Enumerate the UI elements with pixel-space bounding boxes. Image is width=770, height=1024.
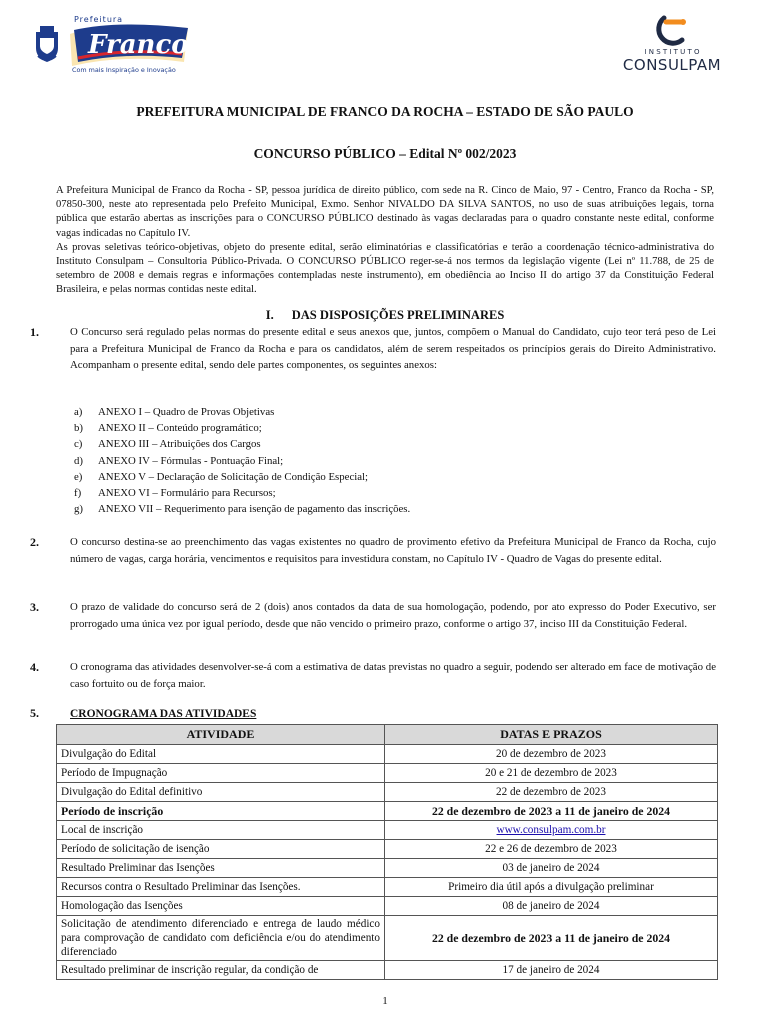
activity-cell: Divulgação do Edital	[57, 745, 385, 764]
table-row	[57, 916, 718, 961]
table-row	[57, 802, 718, 821]
table-row	[57, 859, 718, 878]
item-3	[30, 599, 716, 632]
logo-tagline: Com mais Inspiração e Inovação	[72, 66, 176, 74]
table-header-row	[57, 725, 718, 745]
intro-paragraph-1: A Prefeitura Municipal de Franco da Rocha - SP, pessoa jurídica de direito público, com sede na R. Cinco de Maio, 97 - Centro, Franco da Rocha - SP, 07850-300, neste ato representada pelo Prefeito Municipal, Exmo. Senhor NIVALDO DA SILVA SANTOS, no uso de suas atribuições legais, torna pública que estarão abertas as inscrições para o CONCURSO PÚBLICO destinado às vagas declaradas para o quadro constante neste edital, conforme vagas indicadas no Capítulo IV.	[56, 185, 714, 239]
activity-cell: Período de solicitação de isenção	[57, 840, 385, 859]
table-row	[57, 961, 718, 980]
item-1	[30, 324, 716, 374]
intro	[56, 184, 714, 298]
item-number: 3.	[30, 600, 39, 614]
item-number: 1.	[30, 325, 39, 339]
document-subtitle: CONCURSO PÚBLICO – Edital Nº 002/2023	[253, 146, 517, 161]
consulpam-link[interactable]: www.consulpam.com.br	[496, 824, 606, 836]
cronograma-heading	[30, 706, 256, 721]
intro-paragraph-2: As provas seletivas teórico-objetivas, objeto do presente edital, serão eliminatórias e classificatórias e terão a coordenação técnico-administrativa do Instituto Consulpam – Consultoria Público-Privada. O CONCURSO PÚBLICO reger-se-á nos termos da legislação vigente (Lei nº 11.788, de 25 de setembro de 2008 e demais regras e informações contempladas neste instrumento), em obediência ao Inciso II do artigo 37 da Constituição Federal Brasileira, e pelas normas contidas neste edital.	[56, 241, 714, 296]
consulpam-logo	[604, 14, 740, 76]
section-number: I.	[265, 308, 274, 322]
activity-cell: Período de Impugnação	[57, 764, 385, 783]
table-row	[57, 821, 718, 840]
page-number: 1	[382, 995, 388, 1007]
annex-item: f) ANEXO VI – Formulário para Recursos;	[74, 487, 276, 500]
table-row	[57, 764, 718, 783]
item-text: O concurso destina-se ao preenchimento das vagas existentes no quadro de provimento efetivo da Prefeitura Municipal de Franco da Rocha, cujo número de vagas, carga horária, vencimentos e requisitos para investidura constam, no Capítulo IV - Quadro de Vagas do presente edital.	[70, 536, 716, 565]
logo-brand-text: Franco	[88, 30, 189, 60]
annex-item: e) ANEXO V – Declaração de Solicitação de Condição Especial;	[74, 470, 369, 483]
annex-item: b) ANEXO II – Conteúdo programático;	[74, 422, 262, 435]
cronograma-table	[56, 724, 718, 980]
cronograma-title: CRONOGRAMA DAS ATIVIDADES	[70, 708, 257, 720]
date-cell: 22 de dezembro de 2023	[385, 783, 718, 802]
date-cell: Primeiro dia útil após a divulgação preliminar	[385, 878, 718, 897]
item-2	[30, 534, 716, 567]
item-text: O cronograma das atividades desenvolver-se-á com a estimativa de datas previstas no quadro a seguir, podendo ser alterado em face de motivação de caso fortuito ou de força maior.	[70, 661, 716, 690]
section-heading	[0, 308, 770, 323]
table-row	[57, 783, 718, 802]
date-cell: 22 e 26 de dezembro de 2023	[385, 840, 718, 859]
activity-cell: Local de inscrição	[57, 821, 385, 840]
annex-list	[74, 404, 410, 517]
item-text: O prazo de validade do concurso será de 2 (dois) anos contados da data de sua homologação, podendo, por ato expresso do Poder Executivo, ser prorrogado uma única vez por igual período, desde que não vencido o primeiro prazo, conforme o artigo 37, inciso III da Constituição Federal.	[70, 601, 716, 630]
prefeitura-franco-logo	[34, 14, 194, 76]
consulpam-instituto: I N S T I T U T O	[644, 48, 700, 56]
date-cell: 22 de dezembro de 2023 a 11 de janeiro de 2024	[385, 802, 718, 821]
activity-cell: Recursos contra o Resultado Preliminar das Isenções.	[57, 878, 385, 897]
activity-cell: Divulgação do Edital definitivo	[57, 783, 385, 802]
table-row	[57, 897, 718, 916]
activity-cell: Período de inscrição	[57, 802, 385, 821]
item-4	[30, 659, 716, 692]
item-number: 2.	[30, 535, 39, 549]
table-row	[57, 878, 718, 897]
logo-small-text: Prefeitura	[74, 15, 124, 24]
activity-cell: Solicitação de atendimento diferenciado e entrega de laudo médico para comprovação de candidato com deficiência e/ou do atendimento diferenciado	[57, 916, 385, 961]
item-text: O Concurso será regulado pelas normas do presente edital e seus anexos que, juntos, compõem o Manual do Candidato, cujo teor terá peso de Lei para a Prefeitura Municipal de Franco da Rocha e para os candidatos, além de serem respeitados os princípios gerais do Direito Administrativo. Acompanham o presente edital, sendo dele partes componentes, os seguintes anexos:	[70, 326, 716, 371]
date-cell: 08 de janeiro de 2024	[385, 897, 718, 916]
document-title: PREFEITURA MUNICIPAL DE FRANCO DA ROCHA – ESTADO DE SÃO PAULO	[136, 104, 634, 119]
annex-item: g) ANEXO VII – Requerimento para isenção de pagamento das inscrições.	[74, 503, 411, 516]
column-header-dates: DATAS E PRAZOS	[385, 725, 718, 745]
consulpam-name: CONSULPAM	[622, 56, 722, 74]
annex-item: a) ANEXO I – Quadro de Provas Objetivas	[74, 406, 275, 418]
activity-cell: Resultado preliminar de inscrição regular, da condição de	[57, 961, 385, 980]
date-cell: 20 e 21 de dezembro de 2023	[385, 764, 718, 783]
section-title: DAS DISPOSIÇÕES PRELIMINARES	[291, 308, 505, 322]
activity-cell: Homologação das Isenções	[57, 897, 385, 916]
table-row	[57, 745, 718, 764]
item-number: 4.	[30, 660, 39, 674]
activity-cell: Resultado Preliminar das Isenções	[57, 859, 385, 878]
date-cell	[385, 821, 718, 840]
annex-item: d) ANEXO IV – Fórmulas - Pontuação Final;	[74, 454, 284, 467]
column-header-activity: ATIVIDADE	[57, 725, 385, 745]
date-cell: 22 de dezembro de 2023 a 11 de janeiro de 2024	[385, 916, 718, 961]
date-cell: 03 de janeiro de 2024	[385, 859, 718, 878]
annex-item: c) ANEXO III – Atribuições dos Cargos	[74, 438, 261, 451]
date-cell: 17 de janeiro de 2024	[385, 961, 718, 980]
cronograma-number: 5.	[30, 706, 39, 720]
date-cell: 20 de dezembro de 2023	[385, 745, 718, 764]
table-row	[57, 840, 718, 859]
